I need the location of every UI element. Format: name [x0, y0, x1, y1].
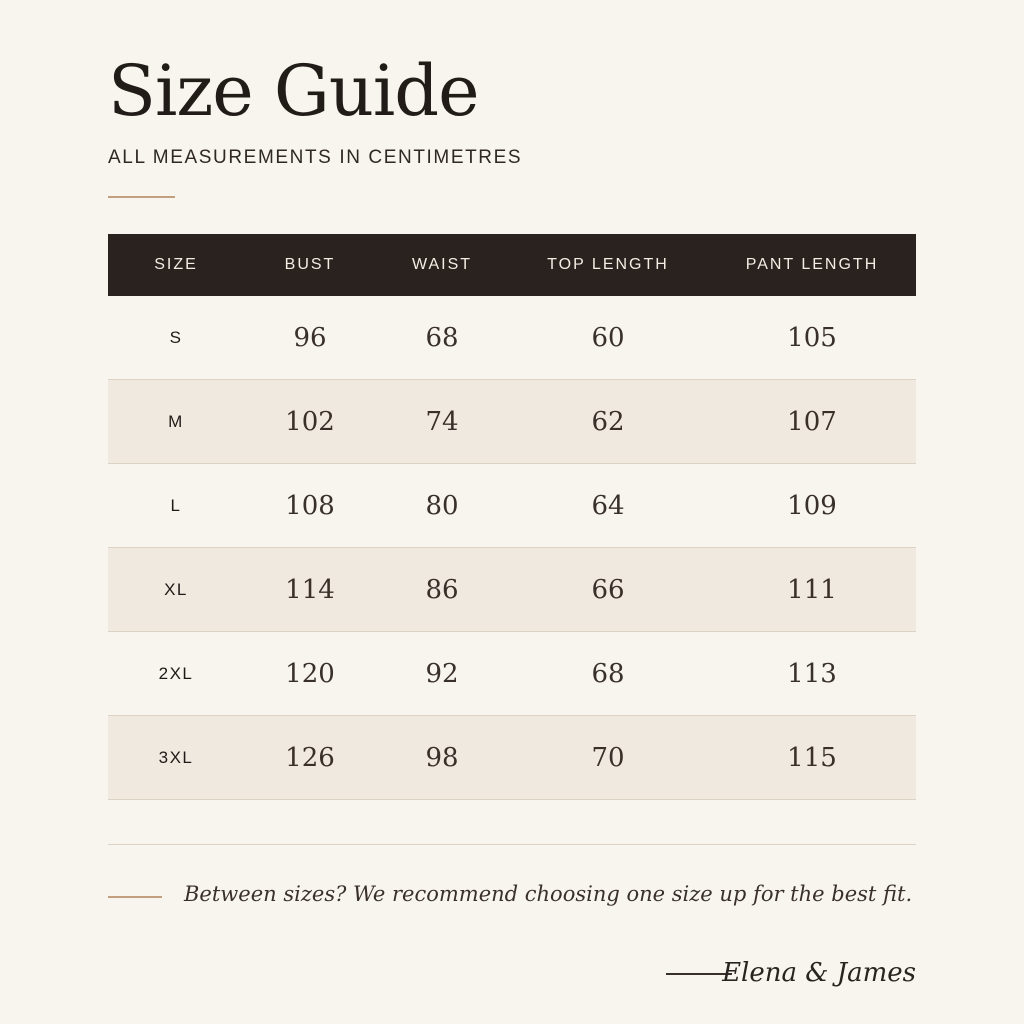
- column-header-pant-length: PANT LENGTH: [708, 234, 916, 296]
- bust-cell: 108: [244, 464, 376, 548]
- page-title: Size Guide: [108, 50, 479, 132]
- table-row: [108, 716, 916, 800]
- pant-length-cell: 113: [708, 632, 916, 716]
- top-length-cell: 64: [508, 464, 708, 548]
- fit-note: Between sizes? We recommend choosing one size up for the best fit.: [184, 882, 913, 906]
- waist-cell: 68: [376, 296, 508, 380]
- waist-cell: 74: [376, 380, 508, 464]
- table-header-row: [108, 234, 916, 296]
- pant-length-cell: 115: [708, 716, 916, 800]
- size-cell: XL: [108, 548, 244, 632]
- waist-cell: 86: [376, 548, 508, 632]
- accent-rule: [108, 196, 175, 198]
- signature: Elena & James: [722, 958, 916, 988]
- pant-length-cell: 111: [708, 548, 916, 632]
- bust-cell: 114: [244, 548, 376, 632]
- column-header-top-length: TOP LENGTH: [508, 234, 708, 296]
- waist-cell: 98: [376, 716, 508, 800]
- top-length-cell: 66: [508, 548, 708, 632]
- table-row: [108, 632, 916, 716]
- column-header-bust: BUST: [244, 234, 376, 296]
- size-cell: 3XL: [108, 716, 244, 800]
- top-length-cell: 60: [508, 296, 708, 380]
- pant-length-cell: 109: [708, 464, 916, 548]
- bust-cell: 126: [244, 716, 376, 800]
- size-cell: 2XL: [108, 632, 244, 716]
- column-header-waist: WAIST: [376, 234, 508, 296]
- note-accent-rule: [108, 896, 162, 898]
- bust-cell: 102: [244, 380, 376, 464]
- top-length-cell: 70: [508, 716, 708, 800]
- section-divider: [108, 844, 916, 845]
- pant-length-cell: 105: [708, 296, 916, 380]
- top-length-cell: 68: [508, 632, 708, 716]
- bust-cell: 96: [244, 296, 376, 380]
- page-subtitle: ALL MEASUREMENTS IN CENTIMETRES: [108, 147, 523, 168]
- column-header-size: SIZE: [108, 234, 244, 296]
- table-row: [108, 380, 916, 464]
- size-cell: S: [108, 296, 244, 380]
- table-row: [108, 296, 916, 380]
- waist-cell: 92: [376, 632, 508, 716]
- table-row: [108, 464, 916, 548]
- bust-cell: 120: [244, 632, 376, 716]
- size-cell: M: [108, 380, 244, 464]
- top-length-cell: 62: [508, 380, 708, 464]
- pant-length-cell: 107: [708, 380, 916, 464]
- size-cell: L: [108, 464, 244, 548]
- size-table: [108, 234, 916, 800]
- waist-cell: 80: [376, 464, 508, 548]
- table-row: [108, 548, 916, 632]
